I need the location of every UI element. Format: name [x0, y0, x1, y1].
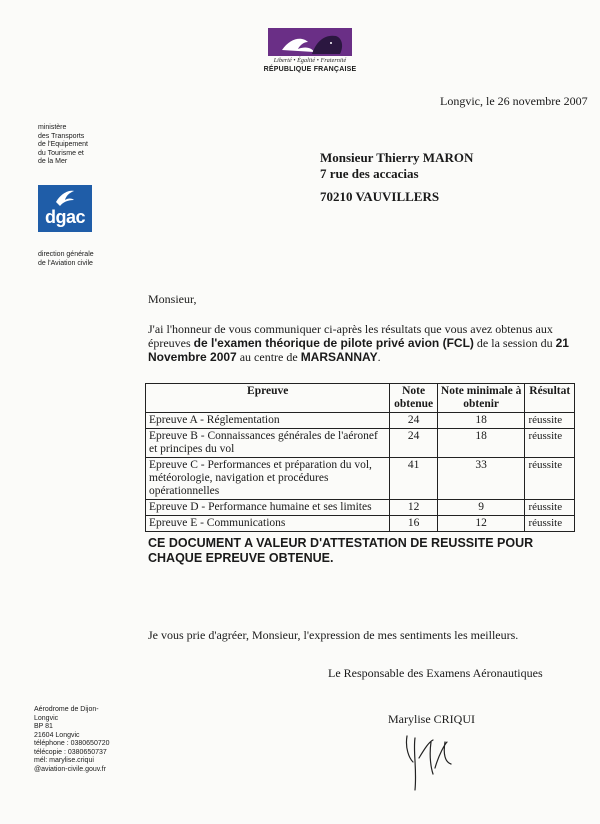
results-table	[145, 383, 575, 532]
col-header-min: Note minimale à obtenir	[437, 384, 525, 413]
table-row	[146, 516, 575, 532]
address-line: Longvic	[34, 714, 59, 722]
intro-paragraph	[148, 322, 578, 364]
min-cell: 9	[437, 500, 525, 516]
min-cell: 33	[437, 458, 525, 500]
intro-text: J'ai l'honneur de vous communiquer ci-après les résultats que vous avez obtenus aux épreuves	[148, 322, 553, 350]
intro-text: au centre de	[239, 350, 298, 364]
ministry-line: de la Mer	[38, 158, 68, 165]
date-line: Longvic, le 26 novembre 2007	[440, 94, 588, 108]
table-row	[146, 458, 575, 500]
recipient-name: Monsieur Thierry MARON	[320, 150, 474, 165]
min-cell: 18	[437, 413, 525, 429]
dgac-logo-text: dgac	[44, 207, 85, 227]
min-cell: 12	[437, 516, 525, 532]
recipient-block	[320, 150, 473, 182]
col-header-note: Note obtenue	[390, 384, 437, 413]
table-row	[146, 500, 575, 516]
recipient-postal: 70210 VAUVILLERS	[320, 189, 440, 204]
dgac-line: de l'Aviation civile	[38, 259, 93, 267]
epreuve-cell: Epreuve D - Performance humaine et ses limites	[146, 500, 390, 516]
epreuve-cell: Epreuve B - Connaissances générales de l'aéronef et principes du vol	[146, 429, 390, 458]
address-line: Aérodrome de Dijon-	[34, 706, 99, 713]
address-line: BP 81	[34, 723, 53, 730]
ministry-line: ministère	[38, 124, 67, 131]
salutation: Monsieur,	[148, 292, 197, 306]
table-row	[146, 413, 575, 429]
ministry-block	[38, 124, 118, 167]
dgac-logo	[38, 185, 92, 232]
note-cell: 12	[390, 500, 437, 516]
result-cell: réussite	[525, 413, 575, 429]
epreuve-cell: Epreuve A - Réglementation	[146, 413, 390, 429]
ministry-line: du Tourisme et	[38, 149, 84, 157]
closing-formula: Je vous prie d'agréer, Monsieur, l'expression de mes sentiments les meilleurs.	[148, 628, 519, 642]
address-line: télécopie : 0380650737	[34, 748, 107, 756]
table-header-row	[146, 384, 575, 413]
address-line: téléphone : 0380650720	[34, 740, 110, 747]
dgac-fullname	[38, 251, 128, 268]
handwritten-signature	[395, 728, 465, 798]
marianne-profile-icon	[268, 28, 352, 56]
note-cell: 24	[390, 429, 437, 458]
result-cell: réussite	[525, 458, 575, 500]
result-cell: réussite	[525, 429, 575, 458]
note-cell: 24	[390, 413, 437, 429]
ministry-line: de l'Equipement	[38, 141, 88, 148]
col-header-result: Résultat	[525, 384, 575, 413]
signer-name: Marylise CRIQUI	[388, 712, 475, 726]
result-cell: réussite	[525, 500, 575, 516]
session-date: 21 Novembre 2007	[148, 336, 569, 364]
exam-name: de l'examen théorique de pilote privé avion (FCL)	[193, 336, 474, 350]
min-cell: 18	[437, 429, 525, 458]
intro-end: .	[377, 350, 381, 364]
address-line: @aviation-civile.gouv.fr	[34, 765, 106, 773]
table-row	[146, 429, 575, 458]
col-header-epreuve: Epreuve	[146, 384, 390, 413]
marianne-logo	[268, 28, 352, 56]
epreuve-cell: Epreuve E - Communications	[146, 516, 390, 532]
exam-center: MARSANNAY	[300, 350, 378, 364]
note-cell: 41	[390, 458, 437, 500]
intro-text: de la session du	[476, 336, 553, 350]
signer-title: Le Responsable des Examens Aéronautiques	[328, 666, 543, 680]
recipient-street: 7 rue des accacias	[320, 166, 419, 181]
attestation-notice: CE DOCUMENT A VALEUR D'ATTESTATION DE REUSSITE POUR CHAQUE EPREUVE OBTENUE.	[148, 536, 534, 565]
result-cell: réussite	[525, 516, 575, 532]
address-line: 21604 Longvic	[34, 731, 80, 739]
republic-motto: Liberté • Égalité • Fraternité	[273, 58, 347, 64]
epreuve-cell: Epreuve C - Performances et préparation du vol, météorologie, navigation et procédures opérationnelles	[146, 458, 390, 500]
note-cell: 16	[390, 516, 437, 532]
ministry-line: des Transports	[38, 132, 85, 140]
address-line: mél: marylise.criqui	[34, 757, 94, 764]
dgac-line: direction générale	[38, 251, 94, 258]
bird-icon	[54, 188, 76, 208]
sender-address	[34, 706, 129, 774]
republic-label: RÉPUBLIQUE FRANÇAISE	[263, 66, 357, 73]
